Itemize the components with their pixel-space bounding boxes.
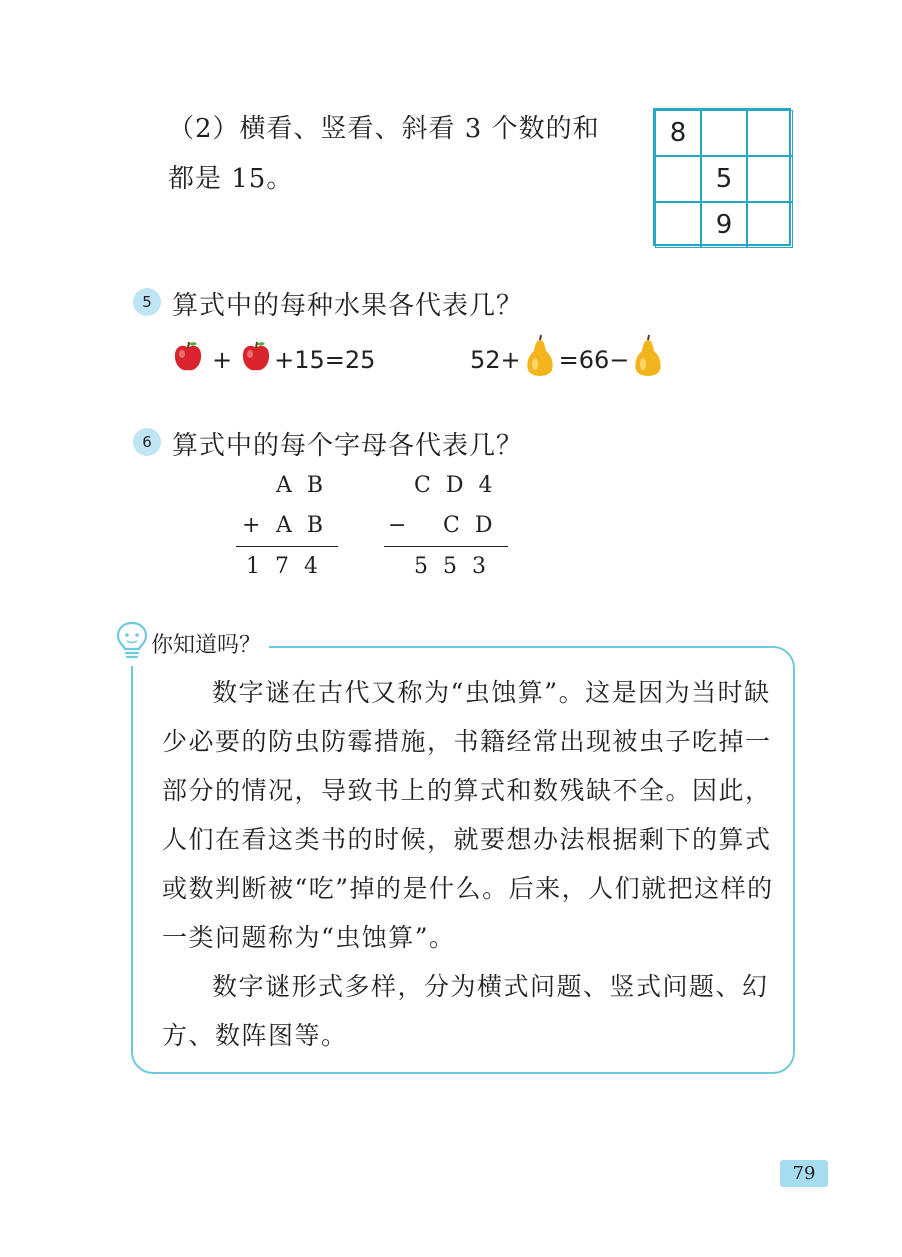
did-you-know-title: 你知道吗？ xyxy=(151,632,262,658)
lightbulb-icon xyxy=(115,620,149,666)
grid-cell xyxy=(747,202,793,248)
grid-cell: 8 xyxy=(655,110,701,156)
apple-icon xyxy=(172,340,204,380)
info-paragraph-1: 数字谜在古代又称为“虫蚀算”。这是因为当时缺少必要的防虫防霉措施，书籍经常出现被虫子吃掉一部分的情况，导致书上的算式和数残缺不全。因此，人们在看这类书的时候，就要想办法根据剩下的算式或数判断被“吃”掉的是什么。后来，人们就把这样的一类问题称为“虫蚀算”。 xyxy=(162,678,774,952)
grid-cell xyxy=(655,156,701,202)
apple-icon xyxy=(240,340,272,380)
grid-cell xyxy=(747,110,793,156)
pear-icon xyxy=(631,334,665,386)
subtraction-row-2: C D xyxy=(443,513,497,538)
problem-6-badge: 6 xyxy=(133,428,161,456)
magic-square-grid xyxy=(653,108,791,246)
problem-5-title: 算式中的每种水果各代表几？ xyxy=(172,291,524,321)
grid-cell xyxy=(701,110,747,156)
problem-6-title: 算式中的每个字母各代表几？ xyxy=(172,431,524,461)
equation-1-rest: +15=25 xyxy=(274,346,376,374)
did-you-know-heading xyxy=(115,620,269,666)
problem-5-equation-2 xyxy=(470,334,667,386)
pear-icon xyxy=(523,334,557,386)
subtraction-result: 5 5 3 xyxy=(414,554,490,579)
subtraction-row-1: C D 4 xyxy=(414,473,497,498)
grid-cell: 5 xyxy=(701,156,747,202)
addition-rule xyxy=(236,546,338,547)
subtraction-operator: − xyxy=(388,513,407,538)
equation-2-middle: =66− xyxy=(558,346,630,374)
addition-row-2: A B xyxy=(276,513,328,538)
subtraction-rule xyxy=(384,546,508,547)
info-paragraph-2: 数字谜形式多样，分为横式问题、竖式问题、幻方、数阵图等。 xyxy=(162,972,769,1050)
equation-2-prefix: 52+ xyxy=(470,346,521,374)
problem-2-text xyxy=(168,104,600,204)
addition-row-1: A B xyxy=(276,473,328,498)
grid-cell: 9 xyxy=(701,202,747,248)
problem-5-badge: 5 xyxy=(133,288,161,316)
page-number: 79 xyxy=(780,1160,828,1187)
problem-2-line-2: 都是 15。 xyxy=(168,164,294,194)
problem-5-equation-1 xyxy=(170,340,375,380)
grid-cell xyxy=(655,202,701,248)
problem-2-line-1: （2）横看、竖看、斜看 3 个数的和 xyxy=(168,114,600,144)
grid-cell xyxy=(747,156,793,202)
plus-sign: + xyxy=(212,346,233,374)
addition-result: 1 7 4 xyxy=(246,554,322,579)
addition-operator: + xyxy=(242,513,261,538)
did-you-know-text xyxy=(162,668,774,1060)
